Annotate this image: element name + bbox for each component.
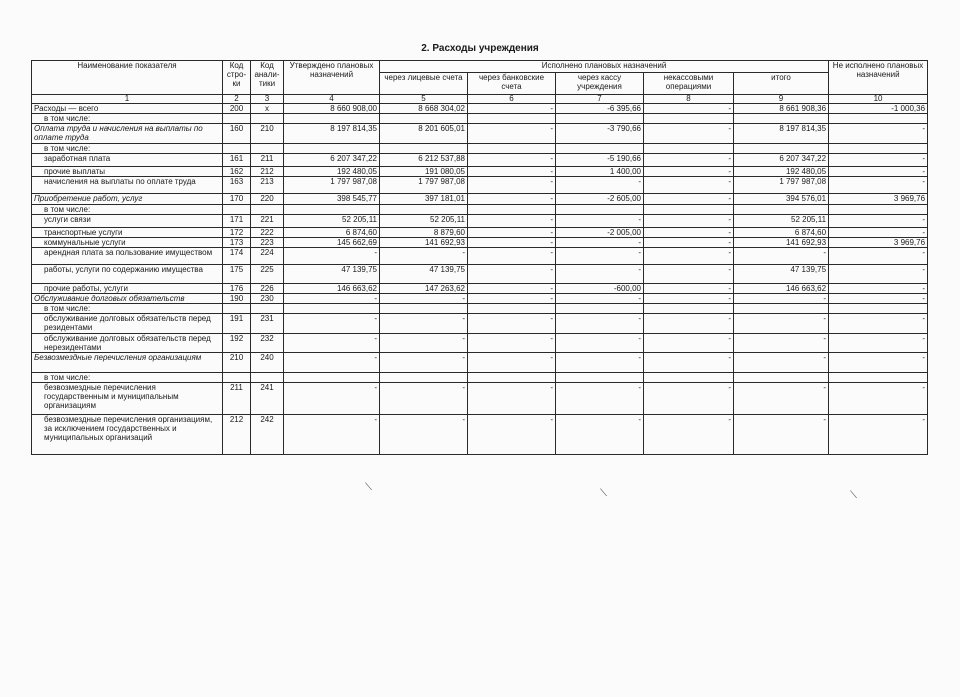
col-header-via-personal: через лицевые счета <box>380 73 468 95</box>
row-name: коммунальные услуги <box>32 238 223 248</box>
bank-accounts-value <box>468 205 556 215</box>
not-executed-value <box>829 304 928 314</box>
total-value: - <box>734 334 829 353</box>
page-title: 2. Расходы учреждения <box>421 43 539 54</box>
row-code: 211 <box>223 383 251 415</box>
not-executed-value: - <box>829 265 928 284</box>
personal-accounts-value: 8 668 304,02 <box>380 104 468 114</box>
approved-value: 146 663,62 <box>284 284 380 294</box>
row-code: 172 <box>223 228 251 238</box>
total-value: 192 480,05 <box>734 167 829 177</box>
bank-accounts-value: - <box>468 238 556 248</box>
total-value <box>734 304 829 314</box>
row-code: 176 <box>223 284 251 294</box>
bank-accounts-value <box>468 144 556 154</box>
total-value: 52 205,11 <box>734 215 829 228</box>
row-name: в том числе: <box>32 304 223 314</box>
personal-accounts-value: - <box>380 294 468 304</box>
analytic-code: 225 <box>251 265 284 284</box>
personal-accounts-value <box>380 205 468 215</box>
analytic-code <box>251 304 284 314</box>
col-header-non-cash: некассовыми операциями <box>644 73 734 95</box>
row-name: Обслуживание долговых обязательств <box>32 294 223 304</box>
column-number: 3 <box>251 95 284 104</box>
row-code: 212 <box>223 415 251 455</box>
row-code: 162 <box>223 167 251 177</box>
total-value <box>734 205 829 215</box>
bank-accounts-value: - <box>468 334 556 353</box>
total-value: - <box>734 383 829 415</box>
analytic-code: 232 <box>251 334 284 353</box>
row-code <box>223 373 251 383</box>
bank-accounts-value: - <box>468 383 556 415</box>
table-row <box>32 383 928 415</box>
non-cash-value: - <box>644 383 734 415</box>
personal-accounts-value: 1 797 987,08 <box>380 177 468 194</box>
non-cash-value: - <box>644 353 734 373</box>
non-cash-value: - <box>644 124 734 144</box>
not-executed-value: -1 000,36 <box>829 104 928 114</box>
cash-value: - <box>556 177 644 194</box>
approved-value: 47 139,75 <box>284 265 380 284</box>
total-value <box>734 373 829 383</box>
row-name: в том числе: <box>32 373 223 383</box>
total-value: - <box>734 248 829 265</box>
analytic-code <box>251 373 284 383</box>
cash-value: - <box>556 314 644 334</box>
col-header-executed: Исполнено плановых назначений <box>380 61 829 73</box>
not-executed-value: - <box>829 167 928 177</box>
cash-value: -2 605,00 <box>556 194 644 205</box>
bank-accounts-value: - <box>468 294 556 304</box>
row-code: 175 <box>223 265 251 284</box>
personal-accounts-value: 147 263,62 <box>380 284 468 294</box>
non-cash-value: - <box>644 265 734 284</box>
personal-accounts-value <box>380 304 468 314</box>
bank-accounts-value: - <box>468 284 556 294</box>
approved-value: 1 797 987,08 <box>284 177 380 194</box>
table-row <box>32 215 928 228</box>
analytic-code <box>251 205 284 215</box>
cash-value: - <box>556 215 644 228</box>
cash-value: -3 790,66 <box>556 124 644 144</box>
cash-value: -6 395,66 <box>556 104 644 114</box>
not-executed-value: - <box>829 383 928 415</box>
approved-value: - <box>284 353 380 373</box>
row-name: прочие работы, услуги <box>32 284 223 294</box>
personal-accounts-value: - <box>380 383 468 415</box>
pen-mark: ⟍ <box>365 482 372 493</box>
non-cash-value: - <box>644 334 734 353</box>
approved-value: 6 207 347,22 <box>284 154 380 167</box>
analytic-code: 212 <box>251 167 284 177</box>
not-executed-value: - <box>829 284 928 294</box>
table-row <box>32 284 928 294</box>
cash-value: - <box>556 265 644 284</box>
bank-accounts-value: - <box>468 167 556 177</box>
column-number: 1 <box>32 95 223 104</box>
cash-value <box>556 144 644 154</box>
not-executed-value: - <box>829 124 928 144</box>
row-name: в том числе: <box>32 114 223 124</box>
col-header-row-code: Код стро-ки <box>223 61 251 95</box>
row-code <box>223 114 251 124</box>
total-value: 6 874,60 <box>734 228 829 238</box>
analytic-code: 220 <box>251 194 284 205</box>
personal-accounts-value: - <box>380 314 468 334</box>
not-executed-value: - <box>829 334 928 353</box>
analytic-code: 240 <box>251 353 284 373</box>
table-row <box>32 154 928 167</box>
table-row <box>32 238 928 248</box>
analytic-code <box>251 144 284 154</box>
row-code: 170 <box>223 194 251 205</box>
pen-mark: ⟍ <box>600 488 607 499</box>
non-cash-value <box>644 144 734 154</box>
analytic-code: 231 <box>251 314 284 334</box>
total-value: 146 663,62 <box>734 284 829 294</box>
personal-accounts-value: 141 692,93 <box>380 238 468 248</box>
personal-accounts-value: 6 212 537,88 <box>380 154 468 167</box>
table-row <box>32 104 928 114</box>
col-header-name: Наименование показателя <box>32 61 223 95</box>
cash-value: -2 005,00 <box>556 228 644 238</box>
total-value: - <box>734 353 829 373</box>
table-row <box>32 144 928 154</box>
bank-accounts-value: - <box>468 194 556 205</box>
personal-accounts-value: - <box>380 415 468 455</box>
approved-value: 8 660 908,00 <box>284 104 380 114</box>
approved-value: - <box>284 294 380 304</box>
analytic-code: 241 <box>251 383 284 415</box>
approved-value: - <box>284 314 380 334</box>
row-name: в том числе: <box>32 144 223 154</box>
analytic-code: 213 <box>251 177 284 194</box>
total-value: 141 692,93 <box>734 238 829 248</box>
approved-value <box>284 205 380 215</box>
analytic-code: 226 <box>251 284 284 294</box>
approved-value: 145 662,69 <box>284 238 380 248</box>
personal-accounts-value <box>380 114 468 124</box>
table-row <box>32 314 928 334</box>
col-header-total: итого <box>734 73 829 95</box>
bank-accounts-value <box>468 304 556 314</box>
table-row <box>32 177 928 194</box>
approved-value: 8 197 814,35 <box>284 124 380 144</box>
cash-value: - <box>556 248 644 265</box>
not-executed-value: 3 969,76 <box>829 238 928 248</box>
row-name: услуги связи <box>32 215 223 228</box>
column-number: 9 <box>734 95 829 104</box>
personal-accounts-value: 47 139,75 <box>380 265 468 284</box>
analytic-code: 223 <box>251 238 284 248</box>
column-numbers-row <box>32 95 928 104</box>
personal-accounts-value: - <box>380 353 468 373</box>
analytic-code: x <box>251 104 284 114</box>
non-cash-value: - <box>644 194 734 205</box>
row-name: Приобретение работ, услуг <box>32 194 223 205</box>
table-row <box>32 114 928 124</box>
total-value: - <box>734 415 829 455</box>
non-cash-value <box>644 205 734 215</box>
approved-value: 6 874,60 <box>284 228 380 238</box>
row-code: 160 <box>223 124 251 144</box>
row-code <box>223 205 251 215</box>
table-row <box>32 415 928 455</box>
approved-value: - <box>284 248 380 265</box>
cash-value: -600,00 <box>556 284 644 294</box>
total-value: 8 661 908,36 <box>734 104 829 114</box>
row-code: 171 <box>223 215 251 228</box>
row-code <box>223 304 251 314</box>
non-cash-value <box>644 373 734 383</box>
row-name: обслуживание долговых обязательств перед нерезидентами <box>32 334 223 353</box>
cash-value: - <box>556 415 644 455</box>
col-header-via-cash: через кассу учреждения <box>556 73 644 95</box>
personal-accounts-value <box>380 144 468 154</box>
row-name: заработная плата <box>32 154 223 167</box>
analytic-code: 222 <box>251 228 284 238</box>
personal-accounts-value: 52 205,11 <box>380 215 468 228</box>
row-code: 161 <box>223 154 251 167</box>
not-executed-value: 3 969,76 <box>829 194 928 205</box>
not-executed-value: - <box>829 154 928 167</box>
cash-value: - <box>556 294 644 304</box>
total-value: - <box>734 314 829 334</box>
approved-value: - <box>284 415 380 455</box>
non-cash-value <box>644 304 734 314</box>
personal-accounts-value: - <box>380 334 468 353</box>
row-name: в том числе: <box>32 205 223 215</box>
approved-value: 398 545,77 <box>284 194 380 205</box>
not-executed-value <box>829 144 928 154</box>
table-row <box>32 294 928 304</box>
total-value: 8 197 814,35 <box>734 124 829 144</box>
total-value: 47 139,75 <box>734 265 829 284</box>
non-cash-value: - <box>644 284 734 294</box>
approved-value: - <box>284 383 380 415</box>
column-number: 4 <box>284 95 380 104</box>
bank-accounts-value: - <box>468 104 556 114</box>
row-name: Оплата труда и начисления на выплаты по оплате труда <box>32 124 223 144</box>
row-code: 210 <box>223 353 251 373</box>
personal-accounts-value: - <box>380 248 468 265</box>
not-executed-value: - <box>829 248 928 265</box>
not-executed-value: - <box>829 294 928 304</box>
row-code <box>223 144 251 154</box>
analytic-code: 242 <box>251 415 284 455</box>
cash-value <box>556 304 644 314</box>
non-cash-value: - <box>644 154 734 167</box>
table-row <box>32 124 928 144</box>
pen-mark: ⟍ <box>850 490 857 501</box>
non-cash-value: - <box>644 415 734 455</box>
expenses-table <box>31 60 928 455</box>
personal-accounts-value: 8 201 605,01 <box>380 124 468 144</box>
cash-value: 1 400,00 <box>556 167 644 177</box>
not-executed-value: - <box>829 215 928 228</box>
row-name: работы, услуги по содержанию имущества <box>32 265 223 284</box>
table-row <box>32 373 928 383</box>
total-value <box>734 114 829 124</box>
row-name: безвозмездные перечисления организациям, за исключением государственных и муниципальных организаций <box>32 415 223 455</box>
cash-value <box>556 205 644 215</box>
table-row <box>32 205 928 215</box>
total-value <box>734 144 829 154</box>
col-header-analytic-code: Код анали-тики <box>251 61 284 95</box>
column-number: 8 <box>644 95 734 104</box>
row-code: 200 <box>223 104 251 114</box>
bank-accounts-value: - <box>468 177 556 194</box>
table-row <box>32 304 928 314</box>
column-number: 2 <box>223 95 251 104</box>
cash-value: - <box>556 383 644 415</box>
row-name: безвозмездные перечисления государственным и муниципальным организациям <box>32 383 223 415</box>
bank-accounts-value: - <box>468 248 556 265</box>
approved-value: 192 480,05 <box>284 167 380 177</box>
cash-value: -5 190,66 <box>556 154 644 167</box>
non-cash-value: - <box>644 314 734 334</box>
analytic-code <box>251 114 284 124</box>
not-executed-value <box>829 114 928 124</box>
bank-accounts-value: - <box>468 353 556 373</box>
row-name: транспортные услуги <box>32 228 223 238</box>
row-code: 174 <box>223 248 251 265</box>
approved-value: - <box>284 334 380 353</box>
table-body <box>32 95 928 455</box>
row-code: 192 <box>223 334 251 353</box>
column-number: 5 <box>380 95 468 104</box>
non-cash-value: - <box>644 238 734 248</box>
table-row <box>32 228 928 238</box>
non-cash-value <box>644 114 734 124</box>
table-header <box>32 61 928 95</box>
non-cash-value: - <box>644 177 734 194</box>
total-value: 394 576,01 <box>734 194 829 205</box>
non-cash-value: - <box>644 294 734 304</box>
table-row <box>32 334 928 353</box>
cash-value <box>556 114 644 124</box>
non-cash-value: - <box>644 167 734 177</box>
total-value: 6 207 347,22 <box>734 154 829 167</box>
not-executed-value <box>829 373 928 383</box>
total-value: 1 797 987,08 <box>734 177 829 194</box>
column-number: 6 <box>468 95 556 104</box>
table-row <box>32 265 928 284</box>
cash-value: - <box>556 334 644 353</box>
not-executed-value: - <box>829 314 928 334</box>
personal-accounts-value <box>380 373 468 383</box>
col-header-not-executed: Не исполнено плановых назначений <box>829 61 928 95</box>
non-cash-value: - <box>644 215 734 228</box>
col-header-approved: Утверждено плановых назначений <box>284 61 380 95</box>
non-cash-value: - <box>644 228 734 238</box>
bank-accounts-value: - <box>468 124 556 144</box>
approved-value: 52 205,11 <box>284 215 380 228</box>
approved-value <box>284 304 380 314</box>
col-header-via-bank: через банковские счета <box>468 73 556 95</box>
table-row <box>32 167 928 177</box>
bank-accounts-value: - <box>468 228 556 238</box>
cash-value: - <box>556 353 644 373</box>
row-name: Расходы — всего <box>32 104 223 114</box>
analytic-code: 221 <box>251 215 284 228</box>
bank-accounts-value: - <box>468 215 556 228</box>
not-executed-value <box>829 205 928 215</box>
not-executed-value: - <box>829 353 928 373</box>
row-code: 163 <box>223 177 251 194</box>
personal-accounts-value: 8 879,60 <box>380 228 468 238</box>
row-name: арендная плата за пользование имуществом <box>32 248 223 265</box>
bank-accounts-value <box>468 373 556 383</box>
analytic-code: 211 <box>251 154 284 167</box>
analytic-code: 210 <box>251 124 284 144</box>
approved-value <box>284 114 380 124</box>
row-name: обслуживание долговых обязательств перед резидентами <box>32 314 223 334</box>
cash-value <box>556 373 644 383</box>
table-row <box>32 248 928 265</box>
row-name: прочие выплаты <box>32 167 223 177</box>
approved-value <box>284 373 380 383</box>
analytic-code: 224 <box>251 248 284 265</box>
row-name: начисления на выплаты по оплате труда <box>32 177 223 194</box>
row-code: 173 <box>223 238 251 248</box>
approved-value <box>284 144 380 154</box>
bank-accounts-value: - <box>468 314 556 334</box>
personal-accounts-value: 397 181,01 <box>380 194 468 205</box>
not-executed-value: - <box>829 415 928 455</box>
not-executed-value: - <box>829 177 928 194</box>
bank-accounts-value: - <box>468 265 556 284</box>
personal-accounts-value: 191 080,05 <box>380 167 468 177</box>
not-executed-value: - <box>829 228 928 238</box>
column-number: 10 <box>829 95 928 104</box>
cash-value: - <box>556 238 644 248</box>
column-number: 7 <box>556 95 644 104</box>
row-code: 191 <box>223 314 251 334</box>
analytic-code: 230 <box>251 294 284 304</box>
row-name: Безвозмездные перечисления организациям <box>32 353 223 373</box>
row-code: 190 <box>223 294 251 304</box>
bank-accounts-value: - <box>468 415 556 455</box>
bank-accounts-value <box>468 114 556 124</box>
total-value: - <box>734 294 829 304</box>
bank-accounts-value: - <box>468 154 556 167</box>
table-row <box>32 353 928 373</box>
table-row <box>32 194 928 205</box>
non-cash-value: - <box>644 104 734 114</box>
non-cash-value: - <box>644 248 734 265</box>
